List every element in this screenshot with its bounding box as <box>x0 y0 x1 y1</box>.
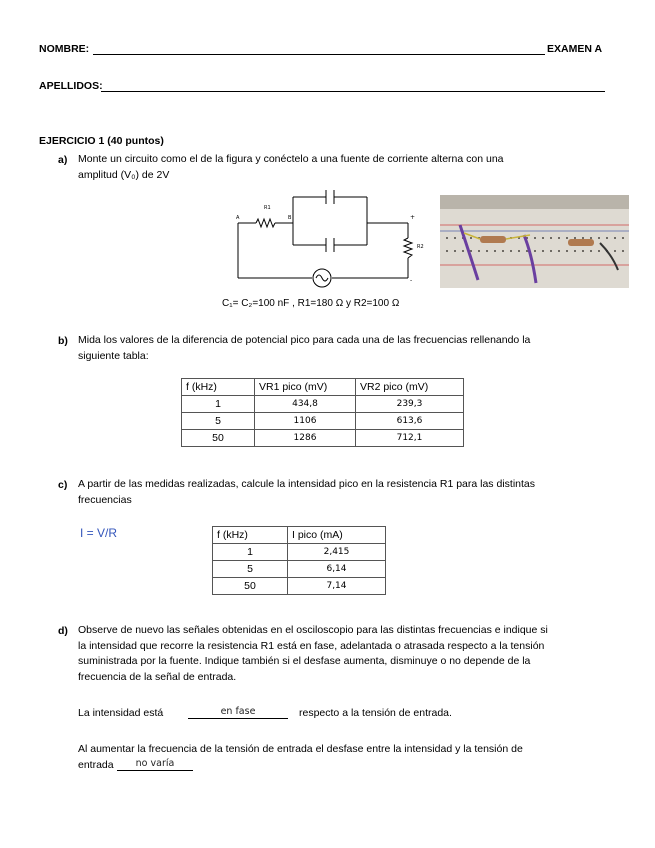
table-header-cell: f (kHz) <box>182 379 255 396</box>
part-a-label: a) <box>58 154 68 166</box>
table-cell[interactable]: 7,14 <box>288 578 386 595</box>
part-c-text <box>78 477 535 508</box>
part-c-line2: frecuencias <box>78 493 132 506</box>
q2-line1: Al aumentar la frecuencia de la tensión de entrada el desfase entre la intensidad y la tensión de <box>78 743 523 755</box>
part-b-label: b) <box>58 335 68 347</box>
table-header-cell: VR1 pico (mV) <box>255 379 356 396</box>
table-cell[interactable]: 6,14 <box>288 561 386 578</box>
table-cell: 1 <box>213 544 288 561</box>
table-cell[interactable]: 613,6 <box>356 413 464 430</box>
table-cell[interactable]: 1106 <box>255 413 356 430</box>
part-c-label: c) <box>58 479 68 491</box>
minus-label: - <box>410 277 413 284</box>
table-header-row <box>182 379 464 396</box>
table-cell[interactable]: 239,3 <box>356 396 464 413</box>
table-header-row <box>213 527 386 544</box>
part-c-line1: A partir de las medidas realizadas, calcule la intensidad pico en la resistencia R1 para las distintas <box>78 478 535 490</box>
q1-answer: en fase <box>220 706 256 717</box>
part-a-line2: amplitud (V₀) de 2V <box>78 168 170 181</box>
formula-text: I = V/R <box>80 526 118 540</box>
table-cell[interactable]: 1286 <box>255 430 356 447</box>
apellidos-label: APELLIDOS: <box>39 80 103 92</box>
q1-suffix: respecto a la tensión de entrada. <box>299 707 452 719</box>
part-d-line4: frecuencia de la señal de entrada. <box>78 670 237 683</box>
resistor-r1 <box>256 219 275 227</box>
table-voltages <box>181 378 464 447</box>
table-cell: 50 <box>213 578 288 595</box>
table-row <box>182 413 464 430</box>
table-cell: 5 <box>182 413 255 430</box>
part-d-text <box>78 623 548 685</box>
breadboard-photo <box>440 195 629 288</box>
nombre-label: NOMBRE: <box>39 43 90 55</box>
table-cell[interactable]: 2,415 <box>288 544 386 561</box>
table-row <box>213 561 386 578</box>
table-row <box>213 544 386 561</box>
table-cell: 1 <box>182 396 255 413</box>
nombre-field[interactable] <box>93 54 545 55</box>
table-row <box>213 578 386 595</box>
exercise-title: EJERCICIO 1 (40 puntos) <box>39 135 164 147</box>
table-header-cell: VR2 pico (mV) <box>356 379 464 396</box>
exam-label: EXAMEN A <box>547 43 603 55</box>
table-row <box>182 396 464 413</box>
table-current <box>212 526 386 595</box>
q2-answer: no varía <box>135 758 175 769</box>
part-b-text <box>78 333 530 364</box>
q2-prefix: entrada <box>78 759 114 771</box>
resistor-r2 <box>404 238 412 258</box>
table-cell[interactable]: 712,1 <box>356 430 464 447</box>
table-cell: 50 <box>182 430 255 447</box>
part-b-line1: Mida los valores de la diferencia de potencial pico para cada una de las frecuencias rellenando la <box>78 334 531 346</box>
r2-label: R2 <box>417 244 424 250</box>
q1-prefix: La intensidad está <box>78 707 164 719</box>
part-b-line2: siguiente tabla: <box>78 349 149 362</box>
table-header-cell: f (kHz) <box>213 527 288 544</box>
node-a-label: A <box>236 215 240 221</box>
part-d-line2: la intensidad que recorre la resistencia R1 está en fase, adelantada o atrasada respecto a la tensión <box>78 639 545 652</box>
q2-answer-field[interactable] <box>117 757 193 771</box>
part-a-text <box>78 152 504 183</box>
table-header-cell: I pico (mA) <box>288 527 386 544</box>
table-cell[interactable]: 434,8 <box>255 396 356 413</box>
part-d-line1: Observe de nuevo las señales obtenidas en el osciloscopio para las distintas frecuencias e indique si <box>78 624 548 636</box>
table-cell: 5 <box>213 561 288 578</box>
part-d-line3: suministrada por la fuente. Indique también si el desfase aumenta, disminuye o no depende de la <box>78 655 531 667</box>
node-b-label: B <box>288 215 292 221</box>
circuit-diagram <box>230 190 430 290</box>
apellidos-field[interactable] <box>101 91 605 92</box>
q1-answer-field[interactable] <box>188 705 288 719</box>
plus-label: + <box>410 214 416 221</box>
r1-label: R1 <box>264 205 271 211</box>
table-row <box>182 430 464 447</box>
part-d-label: d) <box>58 625 68 637</box>
part-a-line1: Monte un circuito como el de la figura y conéctelo a una fuente de corriente alterna con una <box>78 153 504 165</box>
circuit-values-caption: C₁= C₂=100 nF , R1=180 Ω y R2=100 Ω <box>222 298 400 309</box>
